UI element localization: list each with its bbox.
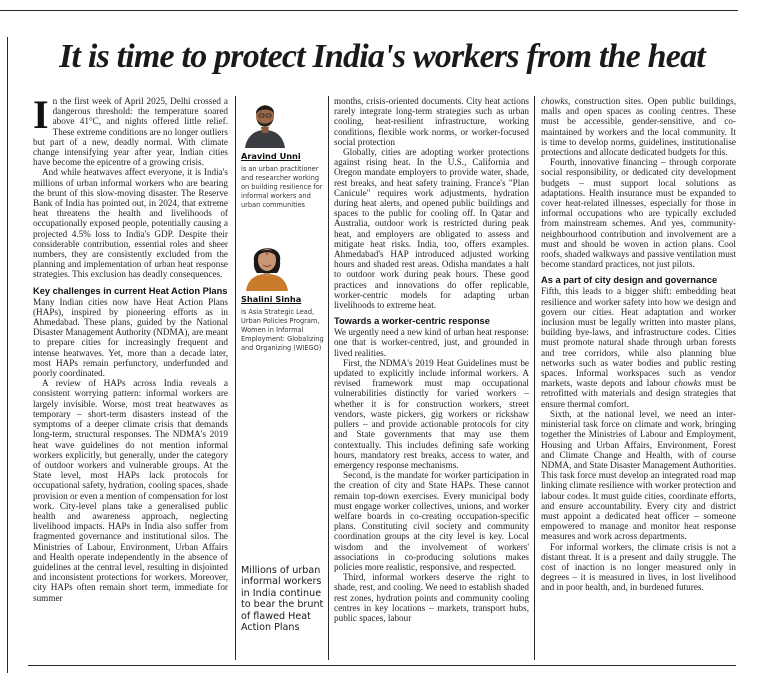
drop-cap: I [33, 92, 49, 137]
paragraph: We urgently need a new kind of urban heat response: one that is worker-centred, just, and grounded in lived realities. [334, 327, 529, 358]
paragraph: First, the NDMA's 2019 Heat Guidelines must be updated to explicitly include informal workers. A revised framework must map occupational vulnerabilities distinctly for varied workers –whether it is for construction workers, street vendors, waste pickers, gig workers or rickshaw pullers – and provide actionable protocols for city and State governments that may use them contextually. This includes defining safe working hours, mandatory rest breaks, access to water, and emergency response mechanisms. [334, 357, 529, 470]
paragraph: For informal workers, the climate crisis is not a distant threat. It is a present and daily struggle. The cost of inaction is no longer measured only in degrees – it is measured in lives, in lost livelihood and in poor health, and, in burdened futures. [541, 541, 736, 593]
author-bio: is Asia Strategic Lead, Urban Policies Program, Women in Informal Employment: Globalizing and Organizing (WIEGO) [241, 308, 324, 352]
author-photo [241, 237, 293, 291]
paragraph: chowks, construction sites. Open public buildings, malls and open spaces as cooling centres. These must be accessible, gender-sensitive, and co-maintained by workers and the local community. It is time to develop norms, guidelines, institutionalise protections and allocate dedicated budgets for this. [541, 96, 736, 158]
headline: It is time to protect India's workers from the heat [59, 38, 705, 75]
author-portrait-icon [241, 237, 293, 291]
author-card-aravind [241, 96, 325, 210]
intro-paragraph: In the first week of April 2025, Delhi crossed a dangerous threshold: the temperature soared above 41°C, and nights offered little relief. These extreme conditions are no longer outliers but part of a new, deadly normal. With climate change intensifying year after year, Indian cities have become the epicentre of a growing crisis. [33, 92, 228, 168]
paragraph: Many Indian cities now have Heat Action Plans (HAPs), inspired by pioneering efforts as in Ahmedabad. These plans, guided by the National Disaster Management Authority (NDMA), are meant to prepare cities for increasingly frequent and intense heatwaves. Yet, more than a decade later, most HAPs remain perfunctory, underfunded and poorly coordinated. [33, 296, 228, 379]
column-divider-3 [534, 96, 535, 660]
section-heading: Towards a worker-centric response [334, 316, 490, 327]
paragraph: Globally, cities are adopting worker protections against rising heat. In the U.S., California and Oregon mandate employers to provide water, shade, rest breaks, and heat safety training. France's "Plan Canicule" requires work adjustments, hydration during heat alerts, and opened public buildings and spaces to the public for cooling off. In Qatar and Australia, outdoor work is restricted during peak heat, and employers are obligated to assess and mitigate heat risks. India, too, offers examples. Ahmedabad's HAP introduced adjusted working hours and shaded rest areas. Odisha mandates a halt to outdoor work during peak hours. These good practices and innovations do offer replicable, worker-centric models for adapting urban livelihoods to extreme heat. [334, 147, 529, 311]
section-heading: As a part of city design and governance [541, 275, 718, 286]
paragraph: Fourth, innovative financing – through corporate social responsibility, or dedicated city development budgets – must support local solutions as adaptations. Health insurance must be expanded to cover heat-related illnesses, especially for those in informal occupations who are typically excluded from mainstream schemes. And yes, community-neighbourhood contribution and involvement are a must and should be woven in action plans. Cool roofs, shaded walkways and passive ventilation must become standard practices, not just pilots. [541, 157, 736, 270]
paragraph: months, crisis-oriented documents. City heat actions rarely integrate long-term strategies such as urban cooling, heat-resilient infrastructure, working conditions, flexible work norms, or worker-focused social protection [334, 96, 529, 147]
article-column-3 [541, 96, 736, 593]
paragraph: And while heatwaves affect everyone, it is India's millions of urban informal workers who are bearing the brunt of this slow-moving disaster. The Reserve Bank of India has pointed out, in 2024, that extreme heat threatens the health and livelihoods of occupationally exposed people, potentially causing a projected 4.5% loss to India's GDP. Despite their considerable contribution, essential roles and sheer numbers, they are consistently excluded from the planning and implementation of urban heat response strategies. This exclusion has deadly consequences. [33, 167, 228, 280]
article-column-2 [334, 96, 529, 623]
article-column-1 [33, 92, 228, 603]
paragraph: Second, is the mandate for worker participation in the creation of city and State HAPs. These cannot remain top-down exercises. Every municipal body must engage worker collectives, unions, and worker welfare boards in co-creating occupation-specific plans. Constituting civil society and community coordination groups at the city level is key. Local wisdom and the involvement of workers' associations in co-producing solutions makes policies more realistic, responsive, and respected. [334, 470, 529, 572]
left-rule [7, 37, 8, 673]
paragraph: Sixth, at the national level, we need an inter-ministerial task force on climate and work, bringing together the Ministries of Labour and Employment, Housing and Urban Affairs, Environment, Forest and Climate Change and Health, with of course NDMA, and State Disaster Management Authorities. This task force must develop an integrated road map linking climate resilience with worker protection and labour codes. It must guide cities, coordinate efforts, and ensure accountability. Every city and district must appoint a dedicated heat officer – someone empowered to manage and monitor heat response measures and work across departments. [541, 408, 736, 542]
bottom-rule [28, 665, 736, 666]
author-bio: is an urban practitioner and researcher working on building resilience for informal workers and urban communities [241, 165, 323, 209]
paragraph: A review of HAPs across India reveals a consistent worrying pattern: informal workers are largely invisible. Worse, most treat heatwaves as temporary – short-term disasters instead of the symptoms of a deeper climate crisis that demands long-term, structural responses. The NDMA's 2019 heat wave guidelines do not mention informal workers explicitly, but generally, under the category of outdoor workers and vulnerable groups. At the State level, most HAPs lack protocols for occupational safety, hydration, cooling spaces, shade provision or even a mention of compensation for lost work. City-level plans take a generalised public health and awareness approach, neglecting livelihood impacts. HAPs in India also suffer from fragmented governance and institutional silos. The Ministries of Labour, Environment, Urban Affairs and Health operate independently in the absence of guidelines at the central level, resulting in disjointed and inconsistent protections for workers. Moreover, city HAPs often remain short term, immediate for summer [33, 378, 228, 603]
author-name: Aravind Unni [241, 151, 301, 161]
author-photo [241, 96, 289, 148]
author-portrait-icon [241, 96, 289, 148]
paragraph: Third, informal workers deserve the right to shade, rest, and cooling. We need to establish shaded rest zones, hydration points and community cooling centres in key locations – markets, transport hubs, public spaces, labour [334, 572, 529, 623]
author-name: Shalini Sinha [241, 294, 302, 304]
top-rule [0, 10, 738, 11]
pull-quote: Millions of urban informal workers in India continue to bear the brunt of flawed Heat Action Plans [241, 565, 324, 634]
column-divider-2 [328, 96, 329, 660]
section-heading: Key challenges in current Heat Action Plans [33, 285, 228, 296]
author-card-shalini [241, 237, 325, 353]
column-divider-1 [235, 96, 236, 660]
paragraph: Fifth, this leads to a bigger shift: embedding heat resilience and worker safety into how we design and govern our cities. Heat adaptation and worker inclusion must be legally written into master plans, building bye-laws, and infrastructure codes. Cities must promote natural shade through urban forests and tree corridors, while also planning blue networks such as water bodies and public resting spaces. Informal workspaces such as vendor markets, waste depots and labour chowks must be retrofitted with materials and design strategies that ensure thermal comfort. [541, 286, 736, 409]
